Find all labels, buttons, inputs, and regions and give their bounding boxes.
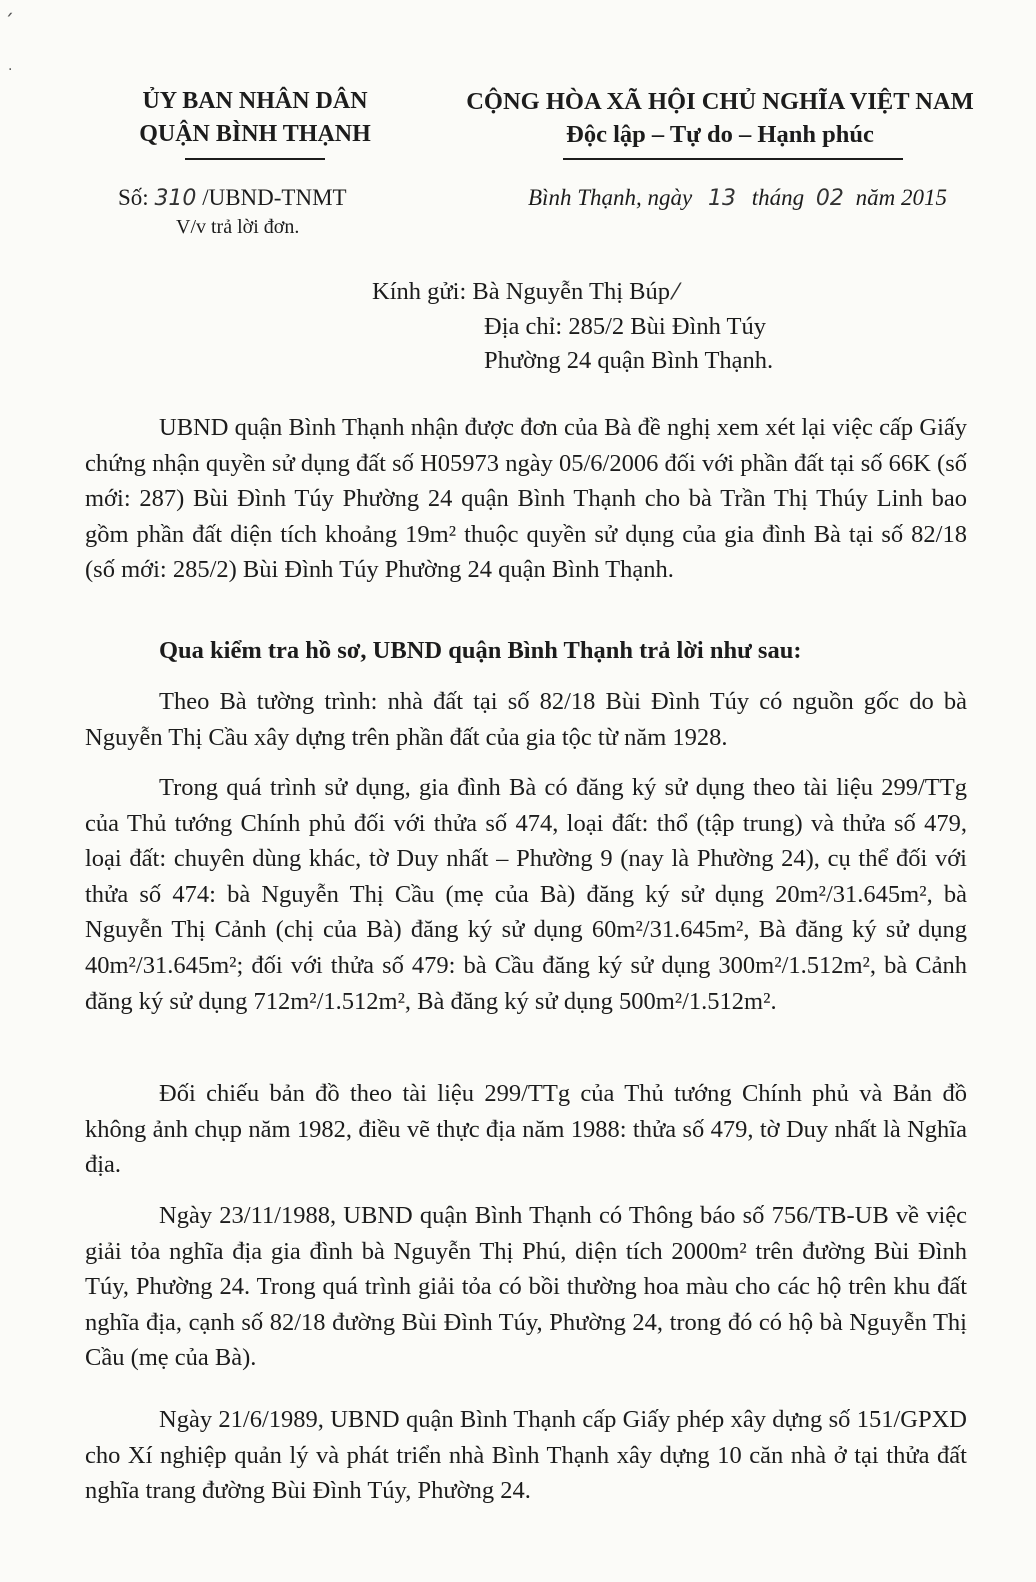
paragraph-clearance-notice: Ngày 23/11/1988, UBND quận Bình Thạnh có Thông báo số 756/TB-UB về việc giải tỏa nghĩa địa gia đình bà Nguyễn Thị Phú, diện tích 2000m² trên đường Bùi Đình Túy, Phường 24. Trong quá trình giải tỏa có bồi thường hoa màu cho các hộ trên khu đất nghĩa địa, cạnh số 82/18 đường Bùi Đình Túy, Phường 24, trong đó có hộ bà Nguyễn Thị Cầu (mẹ của Bà). bbox=[85, 1202, 967, 1372]
issuer-line1: ỦY BAN NHÂN DÂN bbox=[142, 88, 368, 114]
paragraph-construction-permit: Ngày 21/6/1989, UBND quận Bình Thạnh cấp Giấy phép xây dựng số 151/GPXD cho Xí nghiệp quản lý và phát triển nhà Bình Thạnh xây dựng 10 căn nhà ở tại thửa đất nghĩa trang đường Bùi Đình Túy, Phường 24. bbox=[85, 1406, 967, 1505]
number-handwritten: 310 bbox=[154, 186, 197, 211]
national-motto: Độc lập – Tự do – Hạnh phúc bbox=[566, 121, 874, 148]
scan-mark-left: · bbox=[8, 62, 13, 78]
issuer-underline bbox=[185, 158, 325, 160]
national-header bbox=[440, 85, 1000, 151]
document-number bbox=[118, 183, 347, 214]
paragraph-registration: Trong quá trình sử dụng, gia đình Bà có đăng ký sử dụng theo tài liệu 299/TTg của Thủ tướng Chính phủ đối với thửa số 474, loại đất: thổ (tập trung) và thửa số 479, loại đất: chuyên dùng khác, tờ Duy nhất – Phường 9 (nay là Phường 24), cụ thể đối với thửa số 474: bà Nguyễn Thị Cầu (mẹ của Bà) đăng ký sử dụng 20m²/31.645m², bà Nguyễn Thị Cảnh (chị của Bà) đăng ký sử dụng 60m²/31.645m², Bà đăng ký sử dụng 40m²/31.645m²; đối với thửa số 479: bà Cầu đăng ký sử dụng 300m²/1.512m², bà Cảnh đăng ký sử dụng 712m²/1.512m², Bà đăng ký sử dụng 500m²/1.512m². bbox=[85, 774, 967, 1015]
recipient-block bbox=[372, 275, 773, 378]
date-month: 02 bbox=[815, 186, 844, 211]
recipient-line2: Địa chỉ: 285/2 Bùi Đình Túy bbox=[484, 313, 766, 340]
scan-mark-top: ˊ bbox=[4, 10, 14, 34]
motto-underline bbox=[563, 158, 903, 160]
date-day: 13 bbox=[707, 186, 736, 211]
document-subject: V/v trả lời đơn. bbox=[176, 216, 300, 238]
paragraph-map-comparison: Đối chiếu bản đồ theo tài liệu 299/TTg của Thủ tướng Chính phủ và Bản đồ không ảnh chụp năm 1982, điều vẽ thực địa năm 1988: thửa số 479, tờ Duy nhất là Nghĩa địa. bbox=[85, 1080, 967, 1179]
date-month-label: tháng bbox=[751, 185, 805, 210]
paragraph-claim: Theo Bà tường trình: nhà đất tại số 82/18 Bùi Đình Túy có nguồn gốc do bà Nguyễn Thị Cầu xây dựng trên phần đất của gia tộc từ năm 1928. bbox=[85, 688, 967, 751]
document-date bbox=[528, 183, 947, 214]
issuer-line2: QUẬN BÌNH THẠNH bbox=[139, 121, 371, 147]
number-suffix: /UBND-TNMT bbox=[202, 185, 347, 210]
issuer-header bbox=[85, 85, 425, 151]
recipient-line1: Kính gửi: Bà Nguyễn Thị Búp bbox=[372, 278, 670, 305]
national-title: CỘNG HÒA XÃ HỘI CHỦ NGHĨA VIỆT NAM bbox=[466, 88, 974, 115]
date-prefix: Bình Thạnh, ngày bbox=[528, 185, 693, 210]
recipient-line3: Phường 24 quận Bình Thạnh. bbox=[484, 347, 774, 374]
section-heading: Qua kiểm tra hồ sơ, UBND quận Bình Thạnh trả lời như sau: bbox=[159, 637, 802, 664]
number-label: Số: bbox=[118, 185, 149, 210]
paragraph-intro: UBND quận Bình Thạnh nhận được đơn của Bà đề nghị xem xét lại việc cấp Giấy chứng nhận quyền sử dụng đất số H05973 ngày 05/6/2006 đối với phần đất tại số 66K (số mới: 287) Bùi Đình Túy Phường 24 quận Bình Thạnh cho bà Trần Thị Thúy Linh bao gồm phần đất diện tích khoảng 19m² thuộc quyền sử dụng của gia đình Bà tại số 82/18 (số mới: 285/2) Bùi Đình Túy Phường 24 quận Bình Thạnh. bbox=[85, 414, 967, 584]
check-mark-icon: ⁄ bbox=[673, 280, 678, 305]
date-year: năm 2015 bbox=[855, 185, 947, 210]
